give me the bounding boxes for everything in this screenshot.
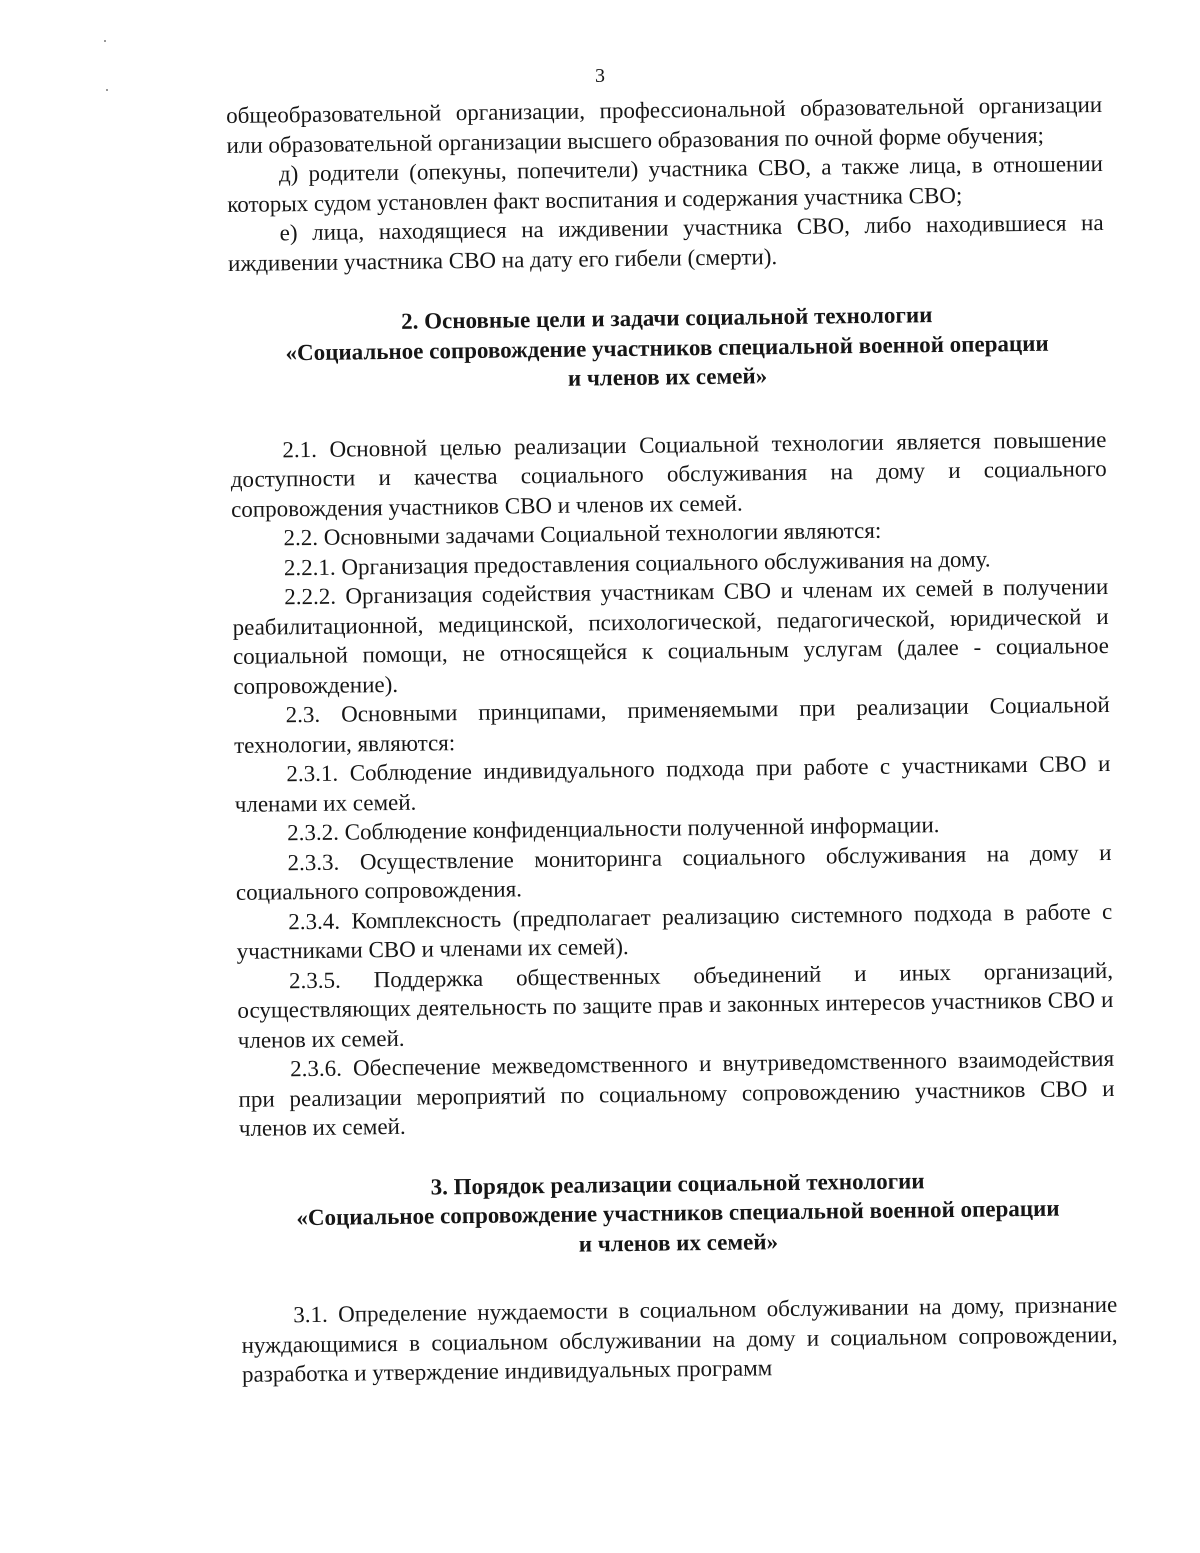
paragraph-2-3-2: 2.3.2. Соблюдение конфиденциальности полученной информации. (287, 812, 940, 846)
scan-speck (106, 89, 108, 91)
paragraph-2-3-3: 2.3.3. Осуществление мониторинга социального обслуживания на дому и социального сопровождения. (235, 839, 1112, 905)
list-item-d: д) родители (опекуны, попечители) участника СВО, а также лица, в отношении которых судом установлен факт воспитания и содержания участника СВО; (227, 150, 1104, 217)
section-2-heading-line-1: 2. Основные цели и задачи социальной технологии (401, 302, 933, 334)
page-number: 3 (595, 65, 605, 87)
paragraph-3-1: 3.1. Определение нуждаемости в социальном обслуживании на дому, признание нуждающимися в социальном обслуживании на дому и социальном сопровождении, разработка и утверждение индивидуальных программ (241, 1291, 1118, 1387)
paragraph-2-1: 2.1. Основной целью реализации Социальной технологии является повышение доступности и качества социального обслуживания на дому и социального сопровождения участников СВО и членов их семей. (230, 426, 1107, 522)
section-2-heading (229, 298, 1106, 398)
paragraph-2-2: 2.2. Основными задачами Социальной технологии являются: (283, 517, 882, 551)
intro-continuation: общеобразовательной организации, профессиональной образовательной организации или образовательной организации высшего образования по очной форме обучения; (226, 91, 1103, 158)
scan-speck (104, 40, 106, 42)
paragraph-2-3-1: 2.3.1. Соблюдение индивидуального подхода при работе с участниками СВО и членами их семей. (234, 750, 1111, 817)
section-3-heading-line-3: и членов их семей» (578, 1228, 779, 1257)
paragraph-2-3: 2.3. Основными принципами, применяемыми при реализации Социальной технологии, являются: (233, 691, 1110, 758)
document-body (226, 90, 1118, 1389)
paragraph-2-3-5: 2.3.5. Поддержка общественных объединений и иных организаций, осуществляющих деятельность по защите прав и законных интересов участников СВО и членов их семей. (237, 957, 1114, 1053)
section-3-heading-line-1: 3. Порядок реализации социальной технологии (430, 1167, 925, 1200)
section-2-heading-line-2: «Социальное сопровождение участников специальной военной операции (285, 330, 1049, 365)
paragraph-2-2-1: 2.2.1. Организация предоставления социального обслуживания на дому. (283, 545, 991, 580)
paragraph-2-3-6: 2.3.6. Обеспечение межведомственного и внутриведомственного взаимодействия при реализации мероприятий по социальному сопровождению участников СВО и членов их семей. (238, 1045, 1115, 1141)
paragraph-2-3-4: 2.3.4. Комплексность (предполагает реализацию системного подхода в работе с участниками СВО и членами их семей). (236, 898, 1113, 964)
section-2-heading-line-3: и членов их семей» (567, 363, 768, 391)
section-3-heading (239, 1163, 1116, 1263)
section-3-heading-line-2: «Социальное сопровождение участников специальной военной операции (296, 1195, 1060, 1231)
paragraph-2-2-2: 2.2.2. Организация содействия участникам СВО и членам их семей в получении реабилитационной, медицинской, психологической, педагогической, юридической и социальной помощи, не относящейся к социальным услугам (далее - социальное сопровождение). (232, 573, 1110, 699)
list-item-e: е) лица, находящиеся на иждивении участника СВО, либо находившиеся на иждивении участника СВО на дату его гибели (смерти). (227, 209, 1104, 276)
